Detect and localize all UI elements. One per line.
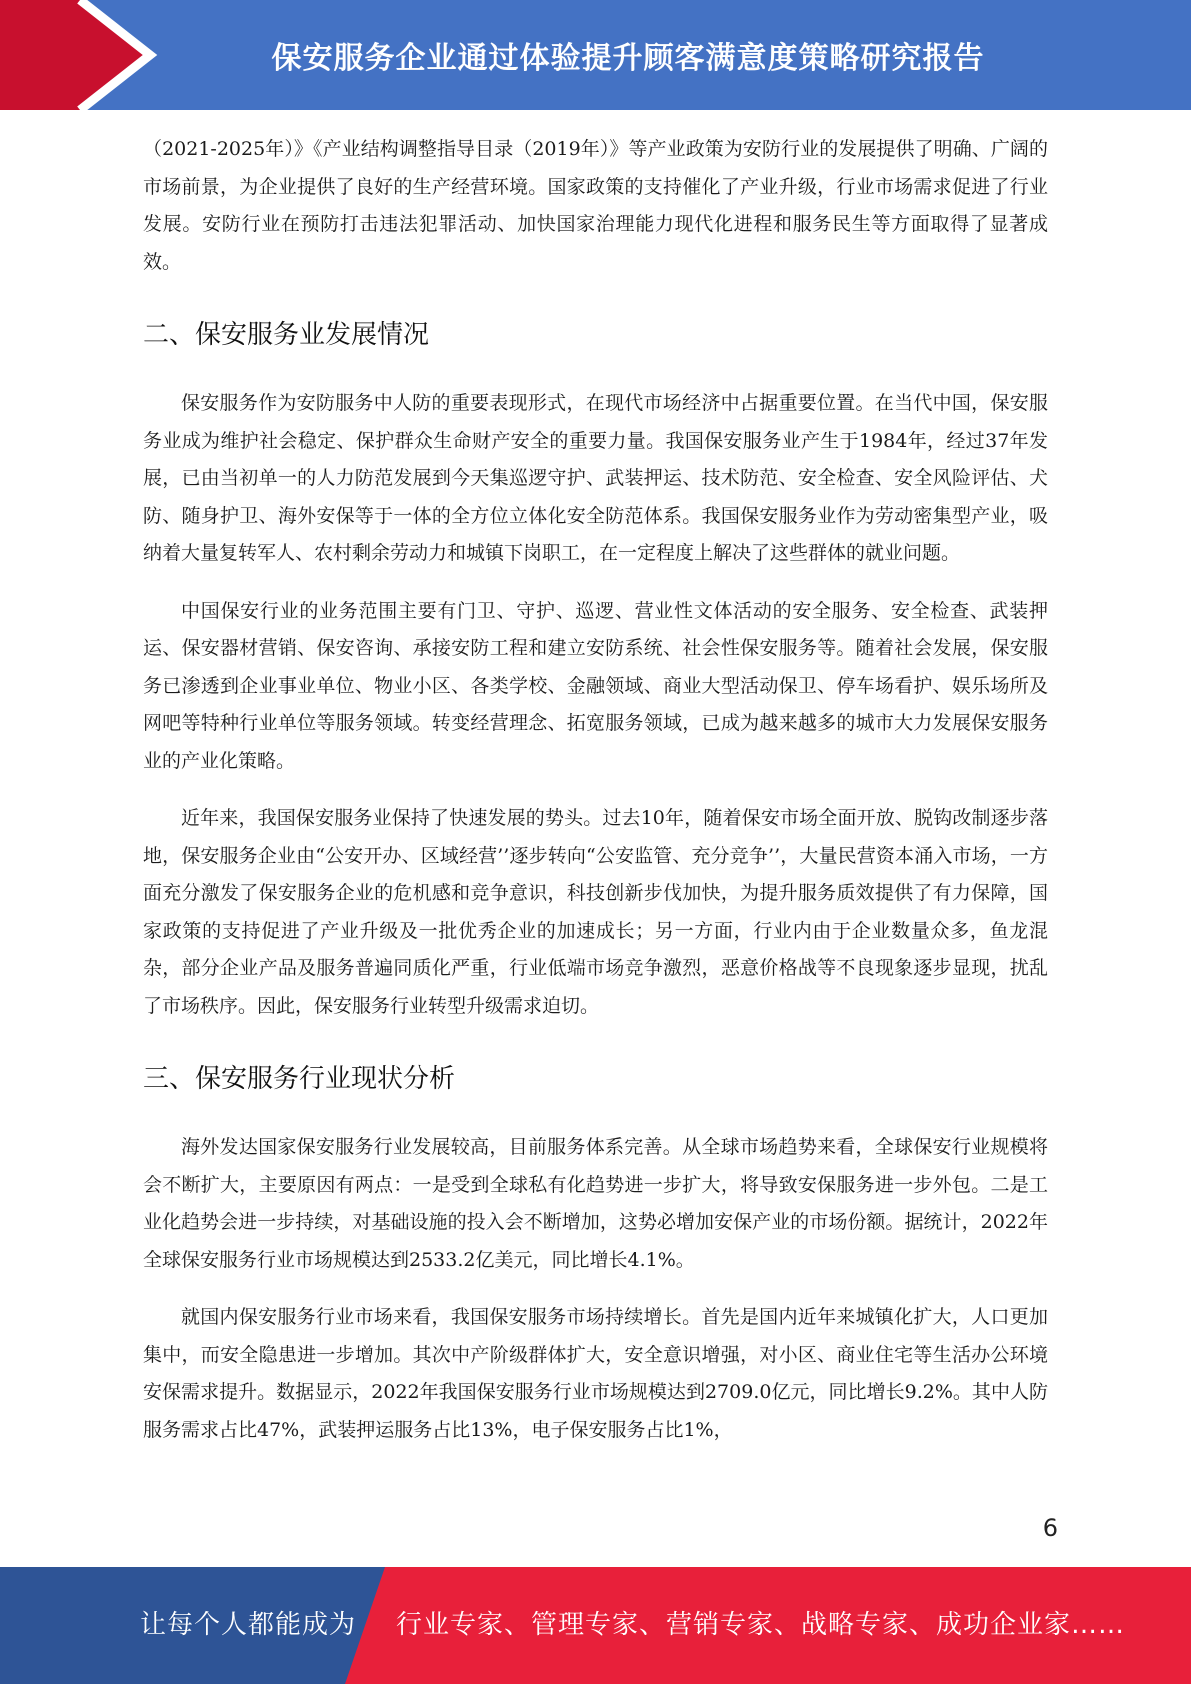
section-heading: 二、保安服务业发展情况 (143, 320, 430, 350)
paragraph: 保安服务作为安防服务中人防的重要表现形式，在现代市场经济中占据重要位置。在当代中国，保安服务业成为维护社会稳定、保护群众生命财产安全的重要力量。我国保安服务业产生于1984年，经过37年发展，已由当初单一的人力防范发展到今天集巡逻守护、武装押运、技术防范、安全检查、安全风险评估、犬防、随身护卫、海外安保等于一体的全方位立体化安全防范体系。我国保安服务业作为劳动密集型产业，吸纳着大量复转军人、农村剩余劳动力和城镇下岗职工，在一定程度上解决了这些群体的就业问题。 (143, 392, 1048, 564)
paragraph: 就国内保安服务行业市场来看，我国保安服务市场持续增长。首先是国内近年来城镇化扩大，人口更加集中，而安全隐患进一步增加。其次中产阶级群体扩大，安全意识增强，对小区、商业住宅等生活办公环境安保需求提升。数据显示，2022年我国保安服务行业市场规模达到2709.0亿元，同比增长9.2%。其中人防服务需求占比47%，武装押运服务占比13%，电子保安服务占比1%， (143, 1306, 1048, 1441)
header-arrow-decoration (0, 0, 215, 110)
section-heading: 三、保安服务行业现状分析 (143, 1064, 456, 1094)
document-body (143, 131, 1048, 1449)
page-header (0, 0, 1191, 110)
paragraph: 中国保安行业的业务范围主要有门卫、守护、巡逻、营业性文体活动的安全服务、安全检查、武装押运、保安器材营销、保安咨询、承接安防工程和建立安防系统、社会性保安服务等。随着社会发展，保安服务已渗透到企业事业单位、物业小区、各类学校、金融领域、商业大型活动保卫、停车场看护、娱乐场所及网吧等特种行业单位等服务领域。转变经营理念、拓宽服务领域，已成为越来越多的城市大力发展保安服务业的产业化策略。 (143, 599, 1048, 772)
paragraph: 海外发达国家保安服务行业发展较高，目前服务体系完善。从全球市场趋势来看，全球保安行业规模将会不断扩大，主要原因有两点：一是受到全球私有化趋势进一步扩大，将导致安保服务进一步外包。二是工业化趋势会进一步持续，对基础设施的投入会不断增加，这势必增加安保产业的市场份额。据统计，2022年全球保安服务行业市场规模达到2533.2亿美元，同比增长4.1%。 (143, 1136, 1048, 1271)
footer-slogan-left: 让每个人都能成为 (140, 1610, 357, 1640)
report-title: 保安服务企业通过体验提升顾客满意度策略研究报告 (271, 41, 985, 76)
paragraph: 近年来，我国保安服务业保持了快速发展的势头。过去10年，随着保安市场全面开放、脱钩改制逐步落地，保安服务企业由“公安开办、区域经营’’逐步转向“公安监管、充分竞争’’，大量民营资本涌入市场，一方面充分激发了保安服务企业的危机感和竞争意识，科技创新步伐加快，为提升服务质效提供了有力保障，国家政策的支持促进了产业升级及一批优秀企业的加速成长；另一方面，行业内由于企业数量众多，鱼龙混杂，部分企业产品及服务普遍同质化严重，行业低端市场竞争激烈，恶意价格战等不良现象逐步显现，扰乱了市场秩序。因此，保安服务行业转型升级需求迫切。 (143, 807, 1048, 1017)
page-number: 6 (1042, 1514, 1058, 1542)
page-footer (0, 1567, 1191, 1684)
intro-paragraph: （2021-2025年）》《产业结构调整指导目录（2019年）》等产业政策为安防行业的发展提供了明确、广阔的市场前景，为企业提供了良好的生产经营环境。国家政策的支持催化了产业升级，行业市场需求促进了行业发展。安防行业在预防打击违法犯罪活动、加快国家治理能力现代化进程和服务民生等方面取得了显著成效。 (143, 138, 1048, 273)
footer-slogan-right: 行业专家、管理专家、营销专家、战略专家、成功企业家…… (396, 1610, 1126, 1640)
